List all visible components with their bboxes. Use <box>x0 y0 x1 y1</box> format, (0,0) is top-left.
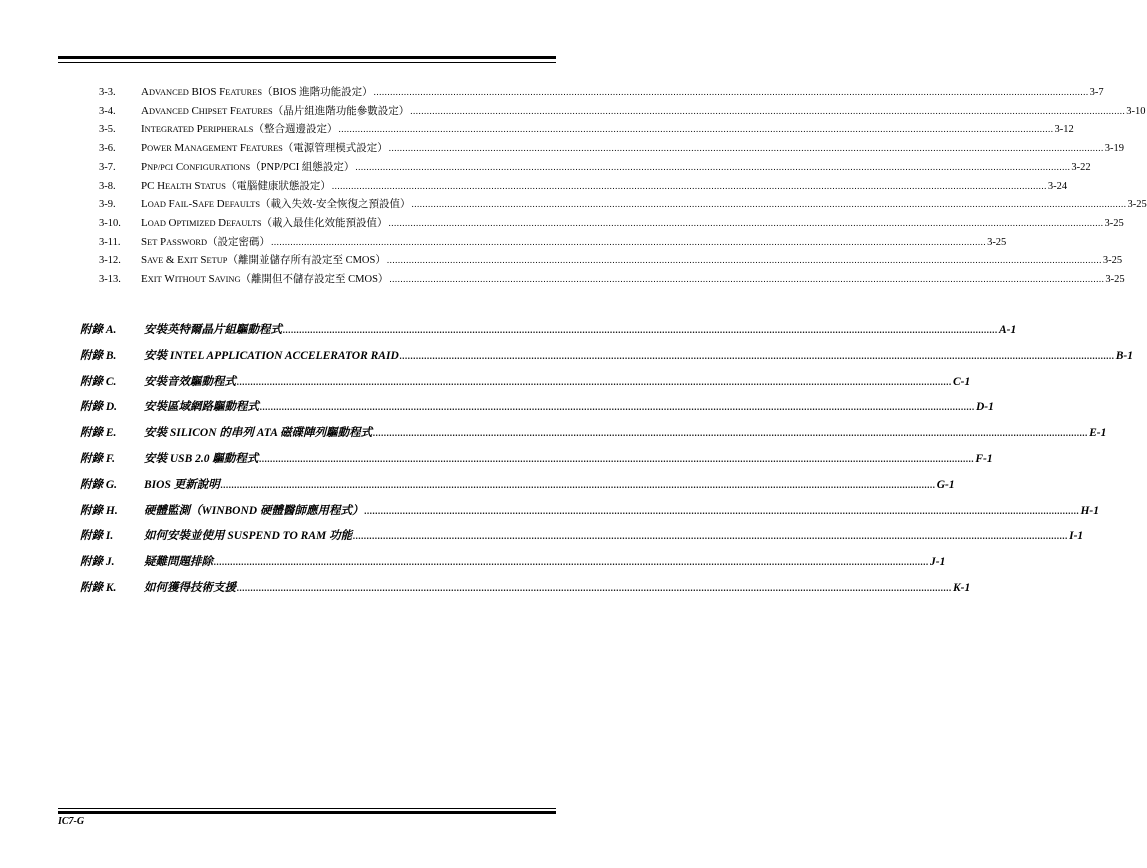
page-number: 3-25 <box>987 236 1007 248</box>
section-title-zh: （設定密碼） <box>207 236 271 248</box>
page-number: G-1 <box>936 478 955 491</box>
toc-section-entry <box>99 234 1007 249</box>
section-title: INTEGRATED PERIPHERALS <box>141 123 254 136</box>
section-title-zh: （晶片組進階功能參數設定） <box>272 105 410 117</box>
toc-section-entry <box>99 159 1091 174</box>
section-number: 3-7. <box>99 161 116 173</box>
toc-section-entry <box>99 271 1125 286</box>
section-title: PNP/PCI CONFIGURATIONS <box>141 160 251 173</box>
dot-leader: .................................................................................................................................................................................................................................................................... <box>271 236 987 247</box>
page-number: I-1 <box>1069 530 1084 543</box>
dot-leader: .................................................................................................................................................................................................................................................................... <box>338 124 1054 135</box>
dot-leader: .................................................................................................................................................................................................................................................................... <box>373 428 1089 439</box>
page-number: 3-19 <box>1104 143 1124 155</box>
page-number: D-1 <box>976 401 994 414</box>
toc-appendix-entry <box>80 347 1134 365</box>
page-number: E-1 <box>1089 427 1107 440</box>
dot-leader: .................................................................................................................................................................................................................................................................... <box>237 376 952 387</box>
page-number: A-1 <box>999 324 1017 336</box>
toc-appendix-entry <box>80 553 946 571</box>
header-rule-thick <box>58 56 556 59</box>
toc-section-entry <box>99 252 1123 267</box>
section-title-zh: （電腦健康狀態設定） <box>225 180 331 192</box>
toc-appendix-entry <box>80 321 1017 339</box>
dot-leader: .................................................................................................................................................................................................................................................................... <box>388 143 1104 154</box>
page-number: 3-25 <box>1104 217 1124 229</box>
section-number: 3-12. <box>99 255 121 267</box>
dot-leader: .................................................................................................................................................................................................................................................................... <box>355 161 1071 172</box>
section-title: ADVANCED BIOS FEATURES <box>141 86 263 98</box>
dot-leader: .................................................................................................................................................................................................................................................................... <box>259 454 975 464</box>
dot-leader: .................................................................................................................................................................................................................................................................... <box>399 350 1115 361</box>
toc-section-entry <box>99 103 1146 118</box>
page-number: H-1 <box>1080 504 1099 517</box>
page-number: B-1 <box>1115 349 1134 362</box>
section-title: EXIT WITHOUT SAVING <box>141 273 241 285</box>
section-number: 3-4. <box>99 105 116 117</box>
toc-appendix-entry <box>80 476 955 494</box>
dot-leader: .................................................................................................................................................................................................................................................................... <box>386 255 1102 266</box>
page-number: F-1 <box>975 453 993 465</box>
appendix-title: 如何安裝並使用 SUSPEND TO RAM 功能 <box>144 530 353 543</box>
section-number: 3-13. <box>99 274 121 285</box>
appendix-title: 安裝區域網路驅動程式 <box>144 401 259 414</box>
appendix-label: 附錄 D. <box>80 401 118 414</box>
page-number: 3-25 <box>1127 199 1147 211</box>
appendix-label: 附錄 K. <box>80 582 117 594</box>
appendix-title: 疑難問題排除 <box>144 556 213 569</box>
appendix-title: 安裝 INTEL APPLICATION ACCELERATOR RAID <box>144 349 399 362</box>
toc-appendix-entry <box>80 527 1084 545</box>
dot-leader: .................................................................................................................................................................................................................................................................... <box>331 180 1047 191</box>
appendix-label: 附錄 J. <box>80 556 115 569</box>
dot-leader: .................................................................................................................................................................................................................................................................... <box>388 217 1104 228</box>
section-title: LOAD FAIL-SAFE DEFAULTS <box>141 198 260 211</box>
page-number: 3-22 <box>1071 161 1091 173</box>
appendix-label: 附錄 F. <box>80 453 115 465</box>
section-title: SET PASSWORD <box>141 235 208 248</box>
dot-leader: .................................................................................................................................................................................................................................................................... <box>283 325 998 335</box>
appendix-label: 附錄 I. <box>80 530 114 543</box>
section-number: 3-11. <box>99 236 121 248</box>
section-title: LOAD OPTIMIZED DEFAULTS <box>141 216 262 229</box>
section-title: ADVANCED CHIPSET FEATURES <box>141 104 273 117</box>
appendix-label: 附錄 B. <box>80 349 117 362</box>
section-title: PC HEALTH STATUS <box>141 179 226 192</box>
toc-section-entry <box>99 140 1124 155</box>
section-number: 3-5. <box>99 124 116 136</box>
section-number: 3-9. <box>99 199 116 211</box>
dot-leader: .................................................................................................................................................................................................................................................................... <box>411 199 1127 210</box>
page-number: C-1 <box>953 375 971 388</box>
toc-appendix-entry <box>80 502 1099 520</box>
page-number: 3-12 <box>1054 124 1074 136</box>
toc-section-entry <box>99 178 1068 193</box>
toc-section-entry <box>99 121 1074 136</box>
appendix-title: 安裝 USB 2.0 驅動程式 <box>144 453 259 465</box>
dot-leader: .................................................................................................................................................................................................................................................................... <box>260 402 975 413</box>
toc-section-entry <box>99 215 1124 230</box>
appendix-title: 如何獲得技術支援 <box>144 582 236 594</box>
appendix-label: 附錄 C. <box>80 375 117 388</box>
section-title-zh: （離開並儲存所有設定至 CMOS） <box>227 255 386 267</box>
page-number: 3-25 <box>1105 274 1125 285</box>
toc-appendix-entry <box>80 579 971 597</box>
section-number: 3-3. <box>99 87 116 98</box>
section-number: 3-8. <box>99 180 116 192</box>
dot-leader: .................................................................................................................................................................................................................................................................... <box>237 583 952 593</box>
appendix-label: 附錄 E. <box>80 427 117 440</box>
section-title: SAVE & EXIT SETUP <box>141 254 228 267</box>
section-title-zh: （載入失效-安全恢復之預設值） <box>260 199 411 211</box>
section-title-zh: （PNP/PCI 組態設定） <box>250 161 355 173</box>
section-title-zh: （BIOS 進階功能設定） <box>262 87 373 98</box>
page-number: 3-24 <box>1047 180 1068 192</box>
toc-appendix-entry <box>80 373 971 391</box>
dot-leader: .................................................................................................................................................................................................................................................................... <box>410 105 1126 116</box>
dot-leader: .................................................................................................................................................................................................................................................................... <box>214 557 929 568</box>
page-number: 3-25 <box>1102 255 1123 267</box>
section-title: POWER MANAGEMENT FEATURES <box>141 142 283 155</box>
toc-section-entry <box>99 196 1147 211</box>
toc-appendix-entry <box>80 450 993 468</box>
page-number: K-1 <box>953 582 971 594</box>
section-number: 3-6. <box>99 143 116 155</box>
footer-model-label: IC7-G <box>58 816 85 827</box>
page-number: 3-10 <box>1126 105 1146 117</box>
appendix-title: 安裝 SILICON 的串列 ATA 磁碟陣列驅動程式 <box>144 427 373 440</box>
section-title-zh: （離開但不儲存設定至 CMOS） <box>240 274 389 285</box>
section-title-zh: （電源管理模式設定） <box>282 143 388 155</box>
footer-rule-thick <box>58 811 556 814</box>
appendix-label: 附錄 A. <box>80 324 117 336</box>
page-number: J-1 <box>930 556 946 569</box>
appendix-label: 附錄 G. <box>80 478 118 491</box>
appendix-label: 附錄 H. <box>80 504 118 517</box>
appendix-title: 安裝音效驅動程式 <box>144 375 236 388</box>
page-number: 3-7 <box>1089 87 1104 98</box>
toc-appendix-entry <box>80 424 1107 442</box>
dot-leader: .................................................................................................................................................................................................................................................................... <box>364 505 1080 516</box>
toc-appendix-entry <box>80 398 994 416</box>
toc-section-entry <box>99 84 1104 99</box>
appendix-title: BIOS 更新說明 <box>144 478 220 491</box>
dot-leader: .................................................................................................................................................................................................................................................................... <box>220 479 936 490</box>
header-rule-thin <box>58 62 556 63</box>
footer-rule-thin <box>58 808 556 809</box>
dot-leader: .................................................................................................................................................................................................................................................................... <box>373 87 1089 97</box>
dot-leader: .................................................................................................................................................................................................................................................................... <box>353 531 1069 542</box>
section-title-zh: （載入最佳化效能預設值） <box>261 217 388 229</box>
section-number: 3-10. <box>99 217 121 229</box>
appendix-title: 安裝英特爾晶片組驅動程式 <box>144 324 282 336</box>
section-title-zh: （整合週邊設定） <box>253 124 338 136</box>
dot-leader: .................................................................................................................................................................................................................................................................... <box>389 274 1105 284</box>
appendix-title: 硬體監測（WINBOND 硬體醫師應用程式） <box>144 504 364 517</box>
